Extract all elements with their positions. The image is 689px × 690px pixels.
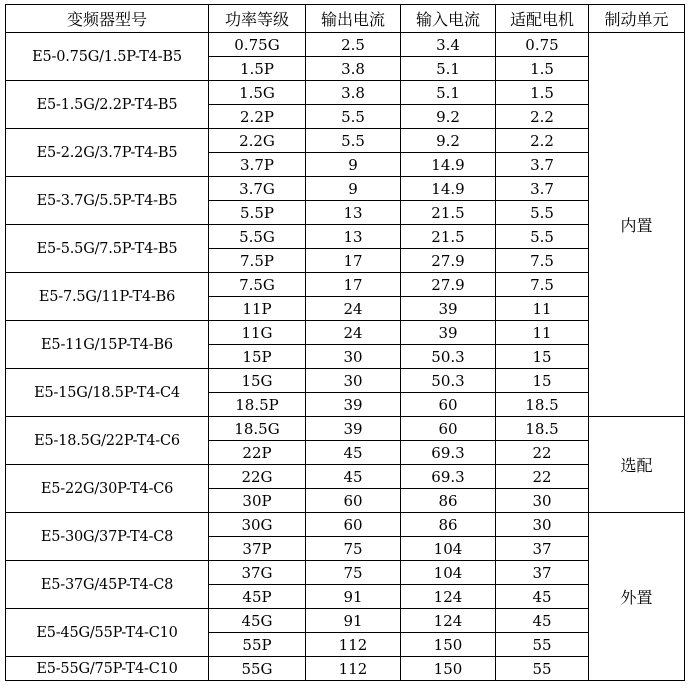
output-current-cell: 13 [306, 201, 401, 225]
power-level-cell: 1.5P [209, 57, 306, 81]
input-current-cell: 104 [401, 537, 496, 561]
input-current-cell: 21.5 [401, 225, 496, 249]
motor-cell: 22 [496, 465, 589, 489]
input-current-cell: 5.1 [401, 57, 496, 81]
motor-cell: 11 [496, 297, 589, 321]
motor-cell: 37 [496, 537, 589, 561]
motor-cell: 15 [496, 369, 589, 393]
output-current-cell: 91 [306, 609, 401, 633]
motor-cell: 55 [496, 657, 589, 681]
motor-cell: 30 [496, 489, 589, 513]
model-cell: E5-3.7G/5.5P-T4-B5 [6, 177, 209, 225]
model-cell: E5-1.5G/2.2P-T4-B5 [6, 81, 209, 129]
input-current-cell: 50.3 [401, 369, 496, 393]
brake-unit-cell: 选配 [589, 417, 685, 513]
input-current-cell: 39 [401, 297, 496, 321]
header-motor: 适配电机 [496, 5, 589, 33]
input-current-cell: 14.9 [401, 153, 496, 177]
input-current-cell: 50.3 [401, 345, 496, 369]
input-current-cell: 60 [401, 393, 496, 417]
table-row [6, 321, 685, 345]
output-current-cell: 30 [306, 369, 401, 393]
input-current-cell: 150 [401, 633, 496, 657]
output-current-cell: 112 [306, 657, 401, 681]
output-current-cell: 60 [306, 489, 401, 513]
power-level-cell: 3.7P [209, 153, 306, 177]
power-level-cell: 7.5P [209, 249, 306, 273]
output-current-cell: 5.5 [306, 105, 401, 129]
output-current-cell: 75 [306, 537, 401, 561]
header-brake-unit: 制动单元 [589, 5, 685, 33]
power-level-cell: 55G [209, 657, 306, 681]
input-current-cell: 21.5 [401, 201, 496, 225]
power-level-cell: 30P [209, 489, 306, 513]
model-cell: E5-55G/75P-T4-C10 [6, 657, 209, 681]
output-current-cell: 24 [306, 321, 401, 345]
power-level-cell: 1.5G [209, 81, 306, 105]
motor-cell: 3.7 [496, 177, 589, 201]
table-row [6, 465, 685, 489]
motor-cell: 3.7 [496, 153, 589, 177]
header-power-level: 功率等级 [209, 5, 306, 33]
power-level-cell: 22G [209, 465, 306, 489]
power-level-cell: 30G [209, 513, 306, 537]
output-current-cell: 3.8 [306, 57, 401, 81]
input-current-cell: 14.9 [401, 177, 496, 201]
power-level-cell: 5.5G [209, 225, 306, 249]
model-cell: E5-5.5G/7.5P-T4-B5 [6, 225, 209, 273]
input-current-cell: 69.3 [401, 465, 496, 489]
motor-cell: 2.2 [496, 105, 589, 129]
table-row [6, 225, 685, 249]
table-row [6, 561, 685, 585]
motor-cell: 5.5 [496, 225, 589, 249]
motor-cell: 1.5 [496, 57, 589, 81]
power-level-cell: 15P [209, 345, 306, 369]
table-row [6, 417, 685, 441]
output-current-cell: 39 [306, 417, 401, 441]
model-cell: E5-7.5G/11P-T4-B6 [6, 273, 209, 321]
output-current-cell: 60 [306, 513, 401, 537]
motor-cell: 45 [496, 609, 589, 633]
input-current-cell: 124 [401, 609, 496, 633]
power-level-cell: 22P [209, 441, 306, 465]
model-cell: E5-37G/45P-T4-C8 [6, 561, 209, 609]
motor-cell: 11 [496, 321, 589, 345]
motor-cell: 55 [496, 633, 589, 657]
power-level-cell: 15G [209, 369, 306, 393]
output-current-cell: 3.8 [306, 81, 401, 105]
power-level-cell: 45G [209, 609, 306, 633]
input-current-cell: 3.4 [401, 33, 496, 57]
output-current-cell: 5.5 [306, 129, 401, 153]
header-output-current: 输出电流 [306, 5, 401, 33]
output-current-cell: 39 [306, 393, 401, 417]
motor-cell: 37 [496, 561, 589, 585]
power-level-cell: 45P [209, 585, 306, 609]
output-current-cell: 24 [306, 297, 401, 321]
model-cell: E5-15G/18.5P-T4-C4 [6, 369, 209, 417]
output-current-cell: 9 [306, 177, 401, 201]
input-current-cell: 60 [401, 417, 496, 441]
table-body [6, 33, 685, 681]
input-current-cell: 104 [401, 561, 496, 585]
input-current-cell: 5.1 [401, 81, 496, 105]
power-level-cell: 37G [209, 561, 306, 585]
header-row [6, 5, 685, 33]
input-current-cell: 69.3 [401, 441, 496, 465]
input-current-cell: 150 [401, 657, 496, 681]
power-level-cell: 3.7G [209, 177, 306, 201]
motor-cell: 2.2 [496, 129, 589, 153]
table-row [6, 369, 685, 393]
motor-cell: 18.5 [496, 417, 589, 441]
motor-cell: 5.5 [496, 201, 589, 225]
model-cell: E5-18.5G/22P-T4-C6 [6, 417, 209, 465]
header-input-current: 输入电流 [401, 5, 496, 33]
output-current-cell: 91 [306, 585, 401, 609]
power-level-cell: 0.75G [209, 33, 306, 57]
power-level-cell: 11G [209, 321, 306, 345]
motor-cell: 22 [496, 441, 589, 465]
input-current-cell: 9.2 [401, 129, 496, 153]
output-current-cell: 45 [306, 465, 401, 489]
output-current-cell: 13 [306, 225, 401, 249]
power-level-cell: 2.2G [209, 129, 306, 153]
power-level-cell: 2.2P [209, 105, 306, 129]
input-current-cell: 86 [401, 513, 496, 537]
table-row [6, 609, 685, 633]
power-level-cell: 5.5P [209, 201, 306, 225]
input-current-cell: 9.2 [401, 105, 496, 129]
table-row [6, 33, 685, 57]
table-row [6, 129, 685, 153]
power-level-cell: 18.5G [209, 417, 306, 441]
table-row [6, 513, 685, 537]
output-current-cell: 112 [306, 633, 401, 657]
spec-table [5, 4, 685, 681]
model-cell: E5-22G/30P-T4-C6 [6, 465, 209, 513]
power-level-cell: 18.5P [209, 393, 306, 417]
motor-cell: 18.5 [496, 393, 589, 417]
motor-cell: 30 [496, 513, 589, 537]
output-current-cell: 2.5 [306, 33, 401, 57]
table-row [6, 177, 685, 201]
input-current-cell: 27.9 [401, 273, 496, 297]
table-row [6, 657, 685, 681]
model-cell: E5-30G/37P-T4-C8 [6, 513, 209, 561]
model-cell: E5-11G/15P-T4-B6 [6, 321, 209, 369]
brake-unit-cell: 内置 [589, 33, 685, 417]
header-model: 变频器型号 [6, 5, 209, 33]
input-current-cell: 124 [401, 585, 496, 609]
power-level-cell: 55P [209, 633, 306, 657]
output-current-cell: 9 [306, 153, 401, 177]
model-cell: E5-45G/55P-T4-C10 [6, 609, 209, 657]
motor-cell: 45 [496, 585, 589, 609]
motor-cell: 7.5 [496, 249, 589, 273]
table-row [6, 273, 685, 297]
model-cell: E5-0.75G/1.5P-T4-B5 [6, 33, 209, 81]
power-level-cell: 7.5G [209, 273, 306, 297]
power-level-cell: 37P [209, 537, 306, 561]
output-current-cell: 17 [306, 249, 401, 273]
motor-cell: 1.5 [496, 81, 589, 105]
brake-unit-cell: 外置 [589, 513, 685, 681]
motor-cell: 0.75 [496, 33, 589, 57]
input-current-cell: 27.9 [401, 249, 496, 273]
model-cell: E5-2.2G/3.7P-T4-B5 [6, 129, 209, 177]
output-current-cell: 30 [306, 345, 401, 369]
input-current-cell: 39 [401, 321, 496, 345]
table-row [6, 81, 685, 105]
output-current-cell: 75 [306, 561, 401, 585]
output-current-cell: 17 [306, 273, 401, 297]
input-current-cell: 86 [401, 489, 496, 513]
motor-cell: 15 [496, 345, 589, 369]
motor-cell: 7.5 [496, 273, 589, 297]
power-level-cell: 11P [209, 297, 306, 321]
output-current-cell: 45 [306, 441, 401, 465]
